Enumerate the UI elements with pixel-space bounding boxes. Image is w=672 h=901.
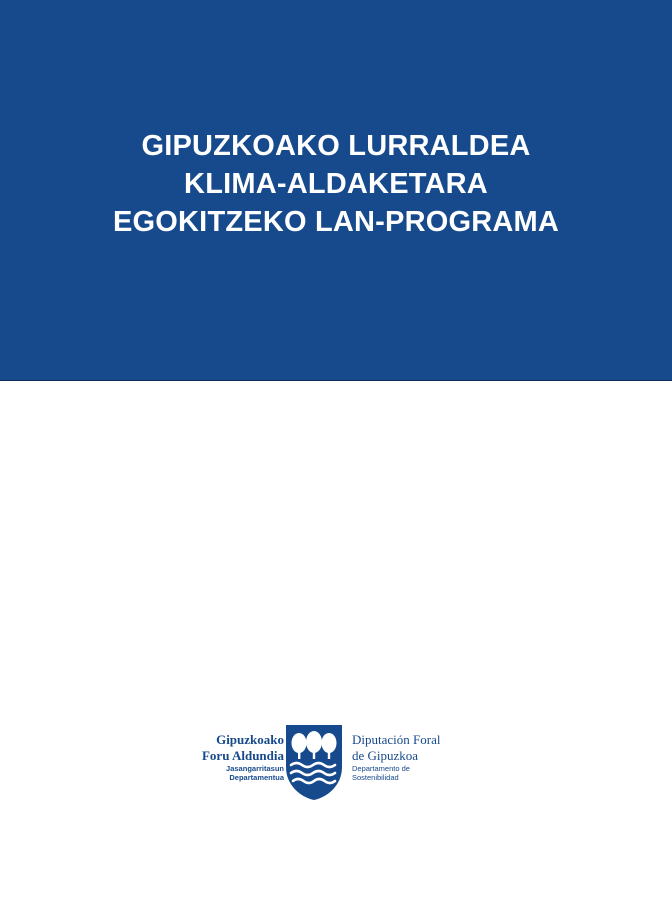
logo-basque-line-3: Jasangarritasun xyxy=(226,764,284,773)
logo-spanish-line-1: Diputación Foral xyxy=(352,732,441,747)
logo-basque-line-4: Departamentua xyxy=(229,773,284,782)
title-line-2: KLIMA-ALDAKETARA xyxy=(184,168,488,200)
institution-logo xyxy=(180,723,480,803)
logo-spanish-line-3: Departamento de xyxy=(352,764,410,773)
title-line-1: GIPUZKOAKO LURRALDEA xyxy=(141,130,531,162)
document-title xyxy=(0,127,672,241)
logo-spanish-line-4: Sostenibilidad xyxy=(352,773,399,782)
logo-basque-text xyxy=(174,732,284,782)
logo-basque-line-1: Gipuzkoako xyxy=(216,732,284,747)
title-banner xyxy=(0,0,672,381)
logo-spanish-line-2: de Gipuzkoa xyxy=(352,748,419,763)
gipuzkoa-shield-icon xyxy=(284,723,344,801)
logo-basque-line-2: Foru Aldundia xyxy=(201,748,284,763)
logo-spanish-text xyxy=(352,732,482,782)
title-line-3: EGOKITZEKO LAN-PROGRAMA xyxy=(112,206,560,238)
